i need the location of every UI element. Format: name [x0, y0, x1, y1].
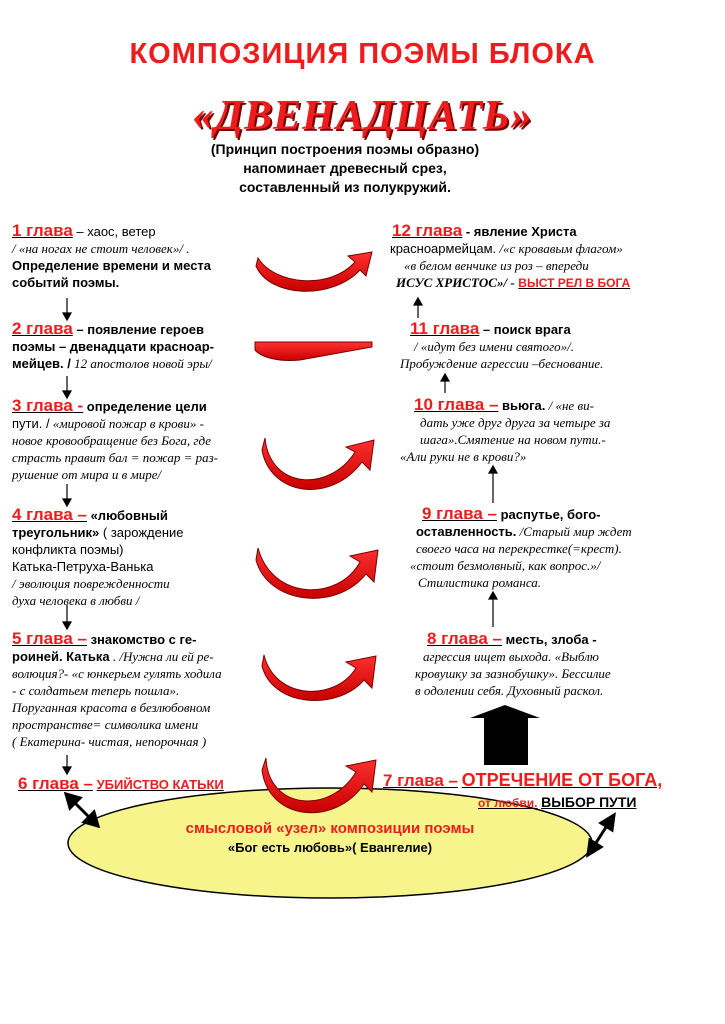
chapter-text: красноармейцам.: [390, 241, 497, 256]
page-title: КОМПОЗИЦИЯ ПОЭМЫ БЛОКА: [129, 38, 596, 70]
chapter-5: [12, 630, 272, 750]
chapter-text: – появление героев: [76, 322, 205, 337]
chapter-quote: «в белом венчике из роз – впереди: [404, 258, 589, 273]
chapter-quote: шага».Смятение на новом пути.-: [420, 432, 606, 447]
chapter-label: 8 глава –: [427, 629, 502, 648]
chapter-quote: рушение от мира и в мире/: [12, 467, 162, 482]
chapter-quote: /Старый мир ждет: [516, 524, 632, 539]
chapter-9: [410, 505, 715, 591]
chapter-3: [12, 397, 262, 483]
chapter-quote: в одолении себя. Духовный раскол.: [415, 683, 604, 698]
chapter-quote: ИСУС ХРИСТОС»/ -: [396, 275, 515, 290]
chapter-quote: ( Екатерина- чистая, непорочная ): [12, 734, 207, 749]
chapter-quote: / «на ногах не стоит человек»/ .: [12, 241, 190, 256]
chapter-text: ВЫСТ РЕЛ В БОГА: [518, 276, 631, 290]
chapter-label: 7 глава –: [383, 771, 458, 790]
chapter-label: 2 глава: [12, 319, 73, 338]
down-arrow-5-6: [63, 755, 71, 774]
down-arrow-1-2: [63, 298, 71, 320]
principle-line: составленный из полукружий.: [239, 179, 451, 195]
chapter-quote: волюция?- «с юнкерьем гулять ходила: [12, 666, 222, 681]
up-arrow-10-11: [441, 374, 449, 393]
chapter-10: [400, 396, 715, 465]
chapter-text: знакомство с ге-: [90, 632, 197, 647]
chapter-text: УБИЙСТВО КАТЬКИ: [96, 777, 224, 792]
chapter-quote: страсть правит бал = пожар = раз-: [12, 450, 219, 465]
principle-line: (Принцип построения поэмы образно): [210, 141, 480, 157]
chapter-quote: / «не ви-: [545, 398, 594, 413]
down-arrow-3-4: [63, 484, 71, 506]
chapter-text: поэмы – двенадцати красноар-: [12, 339, 214, 354]
up-arrow-8-9: [489, 592, 497, 627]
chapter-quote: - с солдатьем теперь пошла».: [12, 683, 180, 698]
chapter-label: 4 глава –: [12, 505, 87, 524]
up-arrow-9-10: [489, 466, 497, 503]
chapter-label: 1 глава: [12, 221, 73, 240]
chapter-text: распутье, бого-: [500, 507, 601, 522]
chapter-label: 9 глава –: [422, 504, 497, 523]
chapter-quote: новое кровообращение без Бога, где: [12, 433, 212, 448]
chapter-text: ( зарождение: [99, 525, 184, 540]
principle-line: напоминает древесный срез,: [243, 160, 447, 176]
chapter-text: конфликта поэмы): [12, 542, 124, 557]
chapter-text: – хаос, ветер: [76, 224, 156, 239]
chapter-label: 3 глава -: [12, 396, 84, 415]
chapter-text: треугольник»: [12, 525, 100, 540]
chapter-quote: «мировой пожар в крови» -: [49, 416, 204, 431]
chapter-7: [383, 772, 713, 812]
chapter-quote: Поруганная красота в безлюбовном: [12, 700, 211, 715]
up-arrow-11-12: [414, 298, 422, 318]
chapter-quote: пространстве= символика имени: [12, 717, 199, 732]
chapter-quote: кровушку за зазнобушку». Бессилие: [415, 666, 611, 681]
chapter-text: месть, злоба -: [505, 632, 597, 647]
poem-title: «ДВЕНАДЦАТЬ»: [192, 93, 533, 139]
chapter-text: ОТРЕЧЕНИЕ ОТ БОГА,: [461, 770, 663, 790]
chapter-text: определение цели: [86, 399, 207, 414]
chapter-label: 10 глава –: [414, 395, 499, 414]
chapter-label: 5 глава –: [12, 629, 87, 648]
curved-arrow-2-11: [255, 342, 372, 361]
chapter-quote: «Али руки не в крови?»: [400, 449, 527, 464]
curved-arrow-3-10: [262, 438, 374, 490]
chapter-quote: /«с кровавым флагом»: [496, 241, 623, 256]
chapter-text: ВЫБОР ПУТИ: [541, 794, 637, 810]
chapter-text: «любовный: [90, 508, 168, 523]
chapter-quote: Стилистика романса.: [418, 575, 542, 590]
chapter-quote: 12 апостолов новой эры/: [70, 356, 212, 371]
chapter-text: Катька-Петруха-Ванька: [12, 559, 154, 574]
chapter-1: [12, 222, 262, 291]
curved-arrow-4-9: [256, 548, 378, 598]
chapter-text: вьюга.: [502, 398, 546, 413]
chapter-12: [390, 222, 715, 292]
chapter-text: пути. /: [12, 416, 50, 431]
double-arrow-right: [588, 815, 614, 855]
chapter-text: от любви.: [478, 796, 538, 810]
chapter-6: [18, 775, 258, 793]
chapter-label: 6 глава –: [18, 774, 93, 793]
chapter-text: мейцев. /: [12, 356, 71, 371]
ellipse-subtitle: «Бог есть любовь»( Евангелие): [227, 840, 433, 855]
chapter-quote: . /Нужна ли ей ре-: [109, 649, 214, 664]
chapter-4: [12, 506, 262, 609]
chapter-text: Определение времени и места: [12, 258, 212, 273]
big-up-arrow: [470, 705, 540, 765]
down-arrow-2-3: [63, 376, 71, 398]
chapter-quote: дать уже друг друга за четыре за: [420, 415, 611, 430]
chapter-quote: своего часа на перекрестке(=крест).: [416, 541, 622, 556]
chapter-label: 11 глава: [410, 319, 480, 338]
chapter-text: - явление Христа: [465, 224, 577, 239]
chapter-quote: духа человека в любви /: [12, 593, 140, 608]
chapter-text: оставленность.: [416, 524, 517, 539]
chapter-label: 12 глава: [392, 221, 463, 240]
chapter-quote: агрессия ищет выхода. «Выблю: [423, 649, 599, 664]
ellipse-text: [100, 820, 560, 855]
chapter-text: – поиск врага: [482, 322, 571, 337]
chapter-11: [400, 320, 715, 372]
double-arrow-left: [66, 794, 98, 826]
chapter-quote: Пробуждение агрессии –беснование.: [400, 356, 604, 371]
chapter-quote: / эволюция поврежденности: [12, 576, 170, 591]
chapter-quote: «стоит безмолвный, как вопрос.»/: [410, 558, 601, 573]
chapter-text: роиней. Катька: [12, 649, 110, 664]
ellipse-title: смысловой «узел» композиции поэмы: [185, 820, 475, 837]
chapter-text: событий поэмы.: [12, 275, 120, 290]
curved-arrow-5-8: [262, 655, 376, 701]
chapter-8: [415, 630, 715, 699]
chapter-2: [12, 320, 262, 372]
curved-arrow-1-12: [256, 252, 372, 291]
chapter-quote: / «идут без имени святого»/.: [414, 339, 575, 354]
